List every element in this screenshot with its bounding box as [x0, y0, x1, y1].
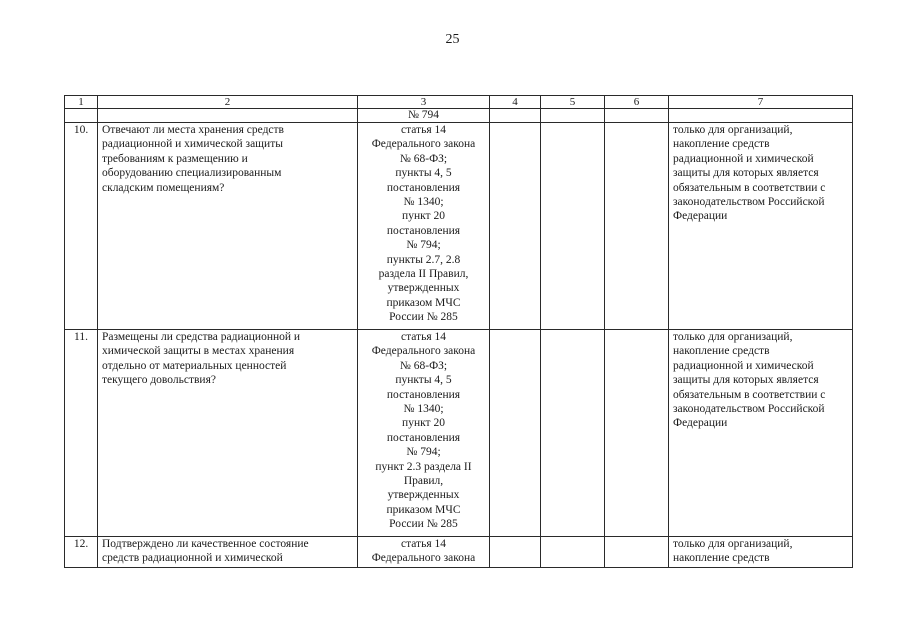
cell-empty [98, 109, 358, 123]
question-cell [98, 123, 358, 330]
cell-empty [605, 123, 669, 330]
question-text: Размещены ли средства радиационной и химической защиты в местах хранения отдельно от материальных ценностей текущего довольствия? [102, 331, 301, 387]
cell-empty [541, 537, 605, 568]
question-cell [98, 330, 358, 537]
row-number: 11. [65, 330, 98, 537]
cell-empty [669, 109, 853, 123]
page-number: 25 [445, 32, 460, 47]
note-text: только для организаций, накопление средств радиационной и химической защиты для которых является обязательным в соответствии с законодательством Российской Федерации [673, 124, 826, 223]
column-number-4: 4 [490, 96, 541, 109]
row-number: 10. [65, 123, 98, 330]
column-number-2: 2 [98, 96, 358, 109]
row-number: 12. [65, 537, 98, 568]
note-cell [669, 330, 853, 537]
table-row [65, 123, 853, 330]
legal-reference-cell [358, 330, 490, 537]
column-number-row [65, 96, 853, 109]
legal-reference-text: статья 14 Федерального закона № 68-ФЗ; пункты 4, 5 постановления № 1340; пункт 20 постановления № 794; пункт 2.3 раздела II Правил, утвержденных приказом МЧС России № 285 [371, 331, 476, 531]
question-text: Подтверждено ли качественное состояние средств радиационной и химической [102, 538, 309, 565]
question-cell [98, 537, 358, 568]
note-text: только для организаций, накопление средств радиационной и химической защиты для которых является обязательным в соответствии с законодательством Российской Федерации [673, 331, 826, 430]
cell-empty [605, 109, 669, 123]
note-cell [669, 123, 853, 330]
cell-empty [541, 330, 605, 537]
column-number-7: 7 [669, 96, 853, 109]
note-cell [669, 537, 853, 568]
table-row [65, 330, 853, 537]
legal-reference-cell [358, 537, 490, 568]
legal-reference-text: статья 14 Федерального закона № 68-ФЗ; пункты 4, 5 постановления № 1340; пункт 20 постановления № 794; пункты 2.7, 2.8 раздела II Правил, утвержденных приказом МЧС России № 285 [371, 124, 476, 324]
cell-empty [490, 123, 541, 330]
legal-reference-text: статья 14 Федерального закона [371, 538, 476, 565]
cell-empty [490, 330, 541, 537]
cell-empty [490, 537, 541, 568]
column-number-1: 1 [65, 96, 98, 109]
column-number-3: 3 [358, 96, 490, 109]
cell-empty [541, 109, 605, 123]
legal-reference-cell [358, 123, 490, 330]
cell-empty [605, 330, 669, 537]
continuation-law-cell: № 794 [358, 109, 490, 123]
continuation-row [65, 109, 853, 123]
note-text: только для организаций, накопление средств [673, 538, 793, 565]
cell-empty [605, 537, 669, 568]
cell-empty [65, 109, 98, 123]
column-number-5: 5 [541, 96, 605, 109]
cell-empty [541, 123, 605, 330]
column-number-6: 6 [605, 96, 669, 109]
cell-empty [490, 109, 541, 123]
question-text: Отвечают ли места хранения средств радиационной и химической защиты требованиям к размещению и оборудованию специализированным складским помещениям? [102, 124, 284, 194]
checklist-table [64, 95, 853, 568]
table-row [65, 537, 853, 568]
